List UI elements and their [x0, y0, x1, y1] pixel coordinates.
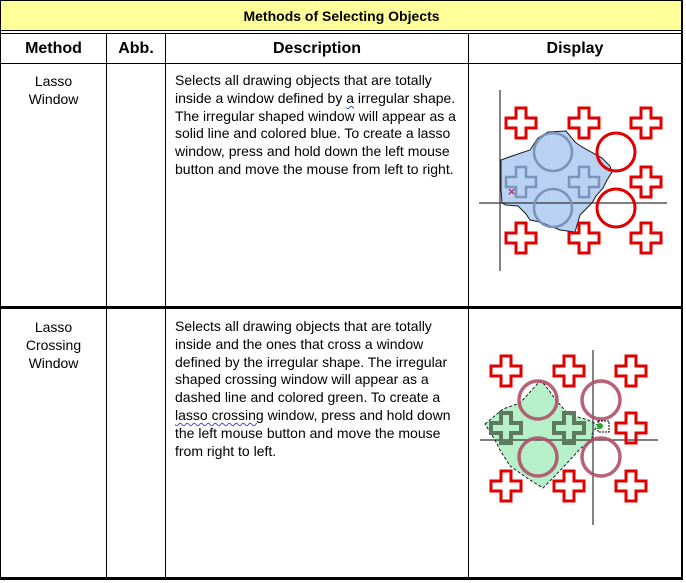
lasso-start-marker-icon: ×: [507, 185, 517, 198]
cross-object: [569, 108, 599, 138]
cross-object: [506, 108, 536, 138]
lasso-crossing-illustration: [469, 309, 681, 577]
table-left-border: [0, 30, 1, 580]
description-text: Selects all drawing objects that are totally inside a window defined by: [175, 72, 432, 106]
cross-object: [616, 413, 646, 443]
description-text: irregular shape. The irregular shaped window will appear as a solid line and colored blue. To create a lasso window, press and hold down the left mouse button and move the mouse from left to right.: [175, 89, 456, 177]
method-line: Window: [28, 91, 79, 107]
spellcheck-flagged-word: lasso crossing: [175, 406, 264, 423]
cross-object: [631, 108, 661, 138]
method-cell-lasso-crossing-window: [1, 318, 106, 372]
description-cell-lasso-window: [175, 72, 467, 179]
description-text: Selects all drawing objects that are totally inside and the ones that cross a window defined by the irregular shape. The irregular shaped crossing window will appear as a dashed line and colored green. To create a: [175, 318, 448, 406]
cross-object: [554, 471, 584, 501]
method-line: Lasso: [34, 73, 73, 89]
column-divider: [106, 34, 107, 580]
cross-object: [506, 223, 536, 253]
title-divider-top: [0, 30, 683, 31]
header-abb: Abb.: [118, 39, 154, 57]
header-display: Display: [546, 39, 604, 57]
cursor-point-icon: [597, 423, 603, 429]
lasso-window-shape: [501, 131, 612, 232]
method-line: Crossing: [25, 337, 82, 353]
table-right-border: [681, 0, 683, 580]
header-description: Description: [272, 39, 361, 57]
method-line: Lasso: [34, 319, 73, 335]
selected-circle-object: [582, 381, 620, 419]
cross-object: [631, 223, 661, 253]
circle-object: [597, 133, 635, 171]
spellcheck-flagged-word: a: [346, 89, 355, 106]
cross-object: [491, 471, 521, 501]
selected-circle-object: [582, 438, 620, 476]
method-line: Window: [28, 355, 79, 371]
method-cell-lasso-window: [1, 72, 106, 108]
circle-object: [597, 189, 635, 227]
description-cell-lasso-crossing-window: [175, 318, 467, 460]
cross-object: [491, 356, 521, 386]
cross-object: [616, 356, 646, 386]
lasso-window-illustration: [469, 64, 681, 306]
table-bottom-border: [0, 577, 683, 580]
header-method: Method: [25, 39, 82, 57]
table-title: Methods of Selecting Objects: [0, 0, 683, 31]
cross-object: [616, 471, 646, 501]
cross-object: [554, 356, 584, 386]
cross-object: [631, 167, 661, 197]
column-divider: [165, 34, 166, 580]
description-text: window, press and hold down the left mouse button and move the mouse from right to left.: [175, 406, 451, 459]
